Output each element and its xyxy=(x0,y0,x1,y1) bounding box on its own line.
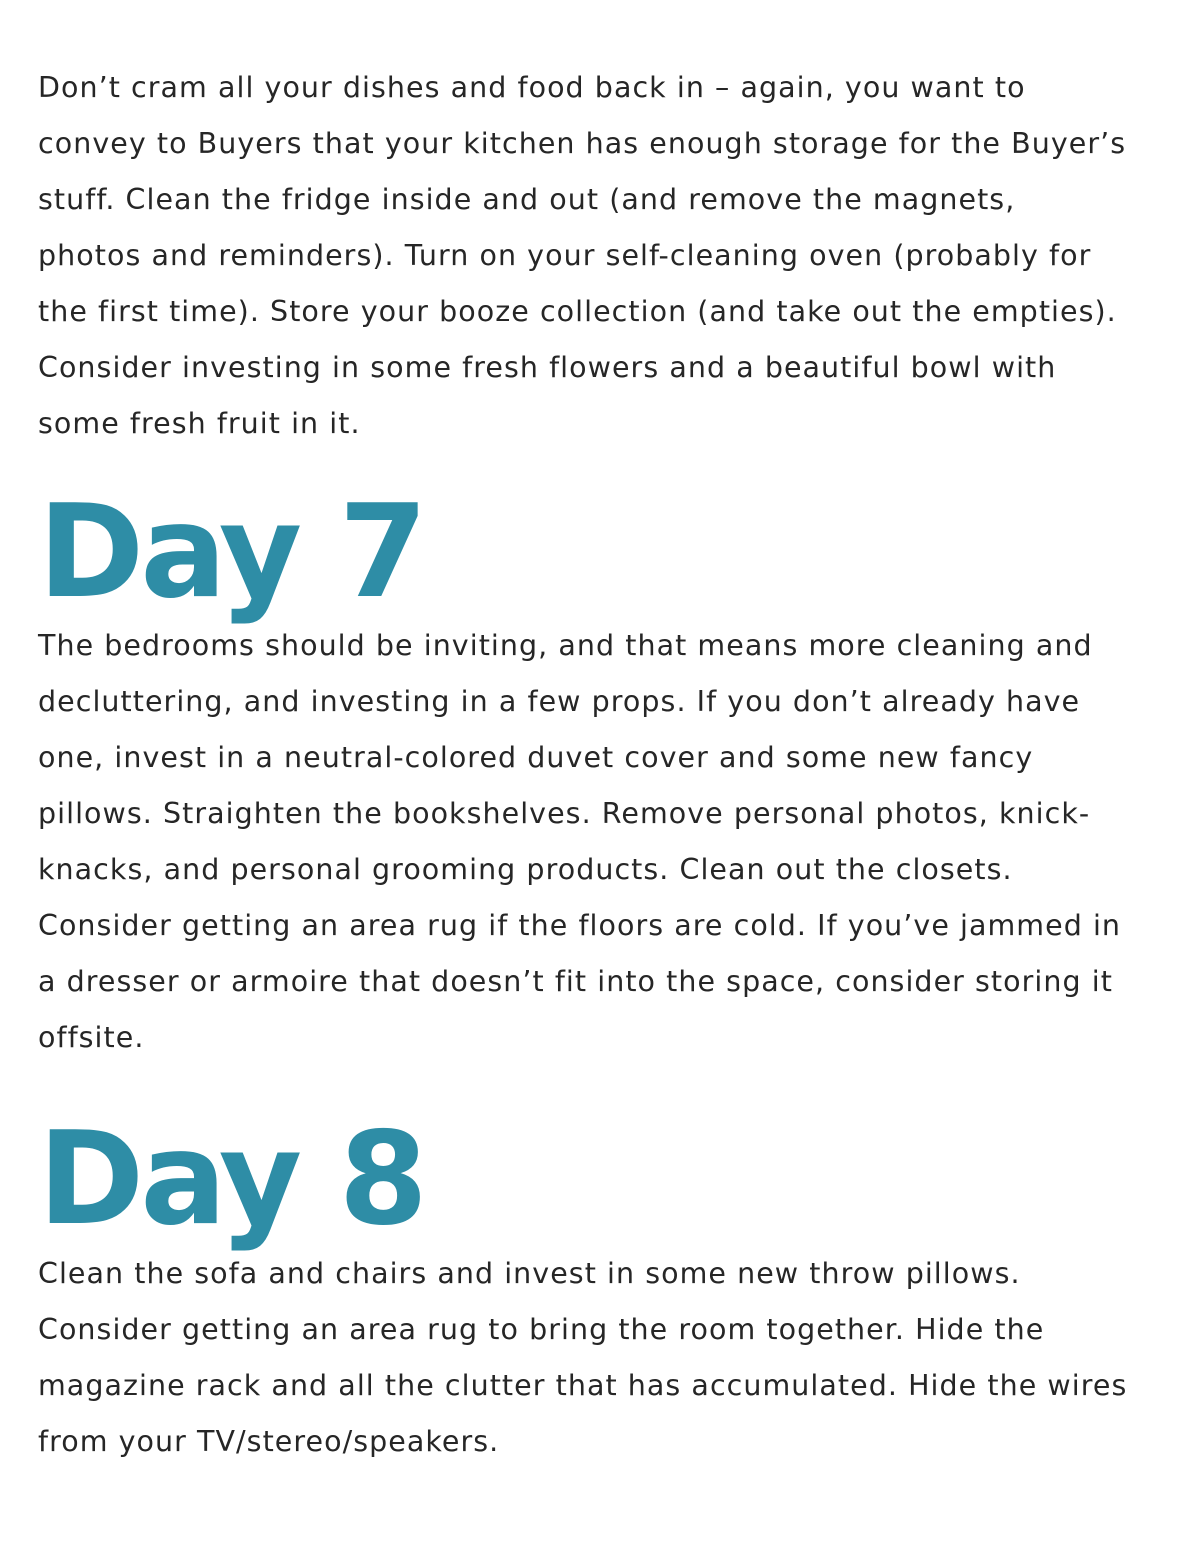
living-room-paragraph xyxy=(38,1246,1162,1470)
paragraph-line: The bedrooms should be inviting, and that means more cleaning and xyxy=(38,629,1093,662)
paragraph-line: pillows. Straighten the bookshelves. Remove personal photos, knick- xyxy=(38,797,1091,830)
paragraph-line: the first time). Store your booze collection (and take out the empties). xyxy=(38,295,1117,328)
paragraph-line: some fresh fruit in it. xyxy=(38,407,361,440)
day-8-heading: Day 8 xyxy=(38,1105,424,1254)
paragraph-line: knacks, and personal grooming products. Clean out the closets. xyxy=(38,853,1013,886)
bedrooms-paragraph xyxy=(38,618,1162,1066)
paragraph-line: from your TV/stereo/speakers. xyxy=(38,1425,500,1458)
day-7-heading: Day 7 xyxy=(38,478,424,627)
paragraph-line: photos and reminders). Turn on your self-cleaning oven (probably for xyxy=(38,239,1092,272)
paragraph-line: decluttering, and investing in a few props. If you don’t already have xyxy=(38,685,1081,718)
paragraph-line: a dresser or armoire that doesn’t fit into the space, consider storing it xyxy=(38,965,1113,998)
paragraph-line: offsite. xyxy=(38,1021,145,1054)
paragraph-line: convey to Buyers that your kitchen has enough storage for the Buyer’s xyxy=(38,127,1127,160)
paragraph-line: one, invest in a neutral-colored duvet cover and some new fancy xyxy=(38,741,1034,774)
paragraph-line: magazine rack and all the clutter that has accumulated. Hide the wires xyxy=(38,1369,1128,1402)
paragraph-line: Consider investing in some fresh flowers and a beautiful bowl with xyxy=(38,351,1057,384)
paragraph-line: Don’t cram all your dishes and food back in – again, you want to xyxy=(38,71,1026,104)
paragraph-line: Clean the sofa and chairs and invest in some new throw pillows. xyxy=(38,1257,1021,1290)
kitchen-paragraph xyxy=(38,60,1162,452)
paragraph-line: stuff. Clean the fridge inside and out (and remove the magnets, xyxy=(38,183,1016,216)
paragraph-line: Consider getting an area rug to bring the room together. Hide the xyxy=(38,1313,1045,1346)
paragraph-line: Consider getting an area rug if the floors are cold. If you’ve jammed in xyxy=(38,909,1122,942)
